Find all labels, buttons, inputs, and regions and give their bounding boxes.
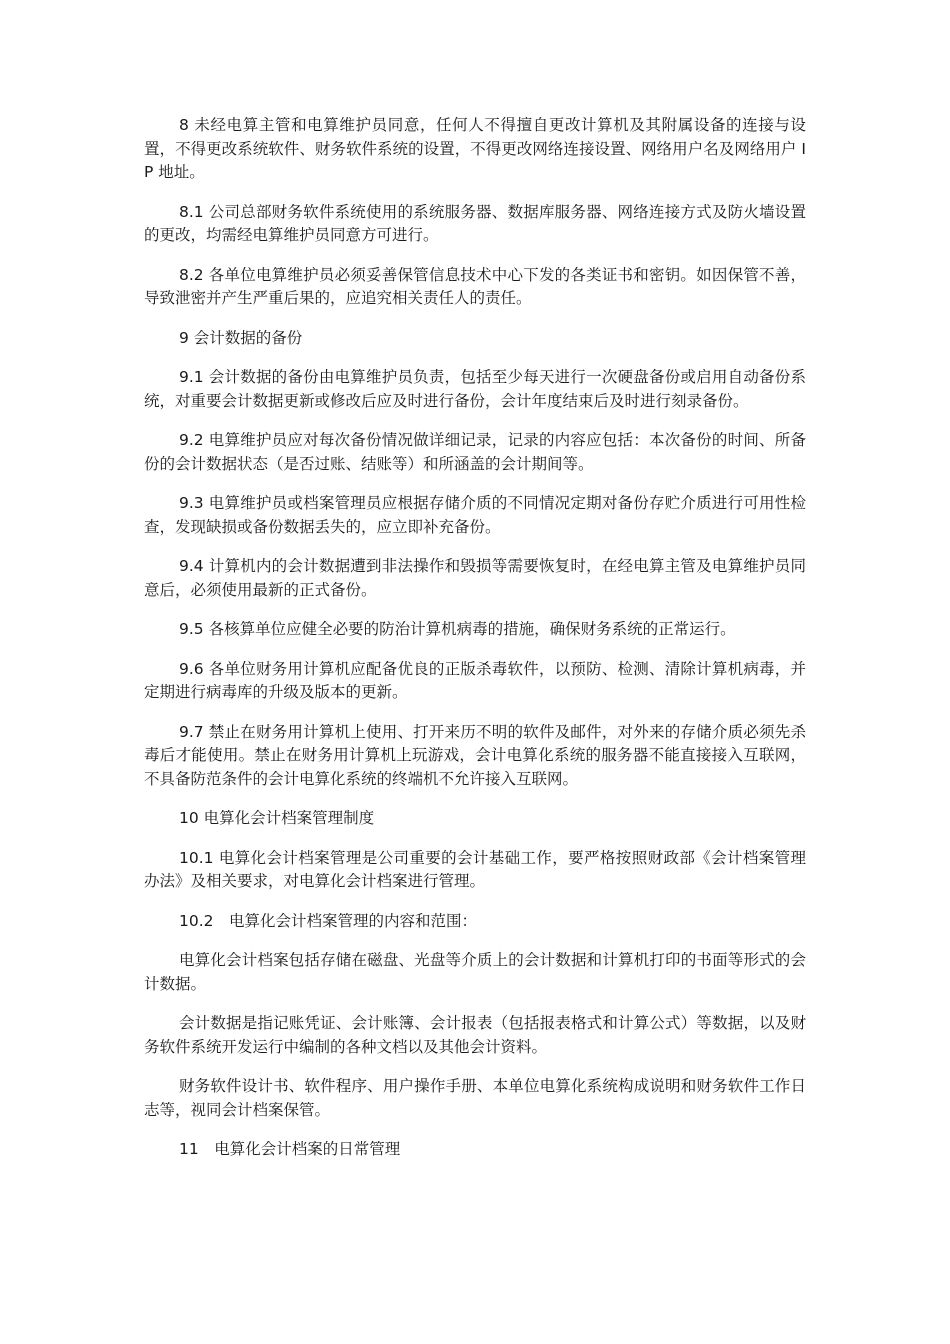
paragraph-accounting-data: 会计数据是指记账凭证、会计账簿、会计报表（包括报表格式和计算公式）等数据，以及财务软件系统开发运行中编制的各种文档以及其他会计资料。 (144, 1014, 806, 1056)
section-heading-10: 10 电算化会计档案管理制度 (179, 809, 375, 827)
paragraph-9-4: 9.4 计算机内的会计数据遭到非法操作和毁损等需要恢复时，在经电算主管及电算维护员同意后，必须使用最新的正式备份。 (144, 557, 806, 599)
document-body (144, 114, 806, 1178)
paragraph-8-2: 8.2 各单位电算维护员必须妥善保管信息技术中心下发的各类证书和密钥。如因保管不善，导致泄密并产生严重后果的，应追究相关责任人的责任。 (144, 265, 806, 307)
paragraph-10-2: 10.2 电算化会计档案管理的内容和范围： (179, 911, 478, 930)
section-heading-11: 11 电算化会计档案的日常管理 (179, 1140, 401, 1158)
paragraph-archive-scope: 电算化会计档案包括存储在磁盘、光盘等介质上的会计数据和计算机打印的书面等形式的会计数据。 (144, 951, 806, 993)
paragraph-9-1: 9.1 会计数据的备份由电算维护员负责，包括至少每天进行一次硬盘备份或启用自动备份系统，对重要会计数据更新或修改后应及时进行备份，会计年度结束后及时进行刻录备份。 (144, 368, 806, 410)
paragraph-10-1: 10.1 电算化会计档案管理是公司重要的会计基础工作，要严格按照财政部《会计档案管理办法》及相关要求，对电算化会计档案进行管理。 (144, 848, 806, 890)
paragraph-9-2: 9.2 电算维护员应对每次备份情况做详细记录，记录的内容应包括：本次备份的时间、所备份的会计数据状态（是否过账、结账等）和所涵盖的会计期间等。 (144, 431, 806, 473)
paragraph-9-6: 9.6 各单位财务用计算机应配备优良的正版杀毒软件，以预防、检测、清除计算机病毒，并定期进行病毒库的升级及版本的更新。 (144, 659, 806, 701)
paragraph-9-5: 9.5 各核算单位应健全必要的防治计算机病毒的措施，确保财务系统的正常运行。 (179, 620, 736, 638)
paragraph-software-docs: 财务软件设计书、软件程序、用户操作手册、本单位电算化系统构成说明和财务软件工作日志等，视同会计档案保管。 (144, 1077, 806, 1119)
paragraph-8-1: 8.1 公司总部财务软件系统使用的系统服务器、数据库服务器、网络连接方式及防火墙设置的更改，均需经电算维护员同意方可进行。 (144, 202, 806, 244)
paragraph-8: 8 未经电算主管和电算维护员同意，任何人不得擅自更改计算机及其附属设备的连接与设置，不得更改系统软件、财务软件系统的设置，不得更改网络连接设置、网络用户名及网络用户 IP 地址。 (144, 116, 806, 181)
paragraph-9-7: 9.7 禁止在财务用计算机上使用、打开来历不明的软件及邮件，对外来的存储介质必须先杀毒后才能使用。禁止在财务用计算机上玩游戏，会计电算化系统的服务器不能直接接入互联网，不具备防范条件的会计电算化系统的终端机不允许接入互联网。 (144, 722, 806, 788)
paragraph-9-3: 9.3 电算维护员或档案管理员应根据存储介质的不同情况定期对备份存贮介质进行可用性检查，发现缺损或备份数据丢失的，应立即补充备份。 (144, 494, 806, 536)
section-heading-9: 9 会计数据的备份 (179, 328, 303, 347)
